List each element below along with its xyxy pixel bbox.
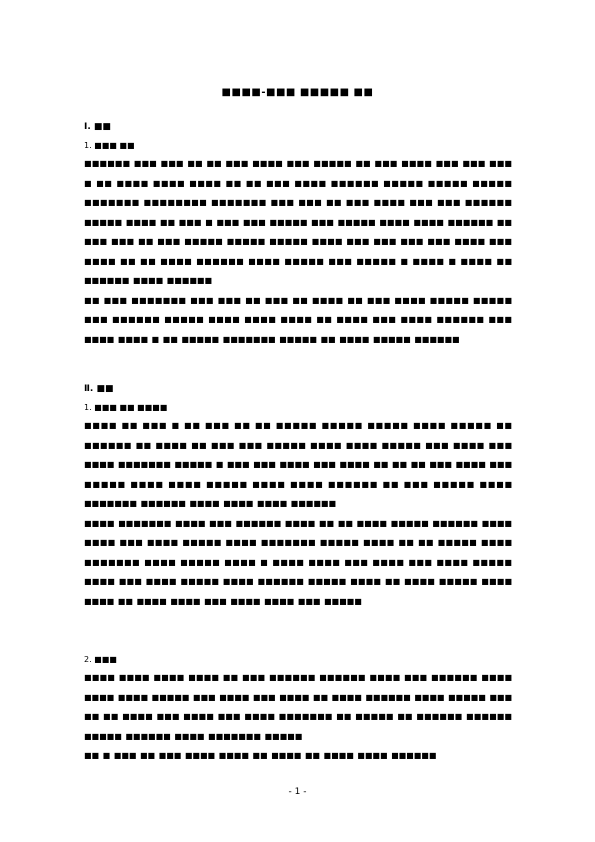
section-introduction xyxy=(84,120,512,349)
paragraph: ■■ ■■■ ■■■■■■■ ■■■ ■■■ ■■ ■■■ ■■ ■■■■ ■■ ■■■ ■■■■ ■■■■■ ■■■■■ ■■■ ■■■■■■ ■■■■■ ■■■■ ■■■■ ■■■■ ■■ ■■■■ ■■■ ■■■■ ■■■■■■ ■■■ ■■■■ ■■■■ ■ ■■ ■■■■■ ■■■■■■■ ■■■■■ ■■ ■■■■ ■■■■■ ■■■■■■ xyxy=(84,295,512,344)
section-heading: Ⅰ. ■■ xyxy=(84,122,111,132)
paragraph: ■■■■ ■■■■■■■ ■■■■ ■■■ ■■■■■■ ■■■■ ■■ ■■ ■■■■ ■■■■■ ■■■■■■ ■■■■ ■■■■ ■■■ ■■■■ ■■■■■ ■■■■ ■■■■■■■ ■■■■■ ■■■■ ■■ ■■ ■■■■■ ■■■■ ■■■■■■■ ■■■■ ■■■■■ ■■■■ ■ ■■■■ ■■■■ ■■■ ■■■■ ■■■ ■■■■ ■■■■■ ■■■■ ■■■ ■■■■ ■■■■■ ■■■■ ■■■■■■ ■■■■■ ■■■■ ■■ ■■■■ ■■■■■ ■■■■ ■■■■ ■■ ■■■■ ■■■■ ■■■ ■■■■ ■■■■ ■■■ ■■■■■ xyxy=(84,518,512,606)
page-number: - 1 - xyxy=(288,787,307,797)
paragraph: ■■■■ ■■■■ ■■■■ ■■■■ ■■ ■■■ ■■■■■■ ■■■■■■ ■■■■ ■■■ ■■■■■■ ■■■■ ■■■■ ■■■■ ■■■■■ ■■■ ■■■■ ■■■ ■■■■ ■■ ■■■■ ■■■■■■ ■■■■ ■■■■■ ■■■ ■■ ■■ ■■■■ ■■■ ■■■■ ■■■ ■■■■ ■■■■■■■ ■■ ■■■■■ ■■ ■■■■■■ ■■■■■■ ■■■■■ ■■■■■■ ■■■■ ■■■■■■■ ■■■■■ xyxy=(84,673,513,741)
paragraph: ■■■■ ■■ ■■■ ■ ■■ ■■■ ■■ ■■ ■■■■■ ■■■■■ ■■■■■ ■■■■ ■■■■■ ■■ ■■■■■■ ■■ ■■■■ ■■ ■■■ ■■■ ■■■■■ ■■■■ ■■■■ ■■■■■ ■■■ ■■■■ ■■■ ■■■■ ■■■■■■■ ■■■■■ ■ ■■■ ■■■ ■■■■ ■■■ ■■■■ ■■ ■■ ■■ ■■■ ■■■■ ■■■ ■■■■■ ■■■■ ■■■■ ■■■■■ ■■■■ ■■■■ ■■■■■■ ■■ ■■■ ■■■■■ ■■■■ ■■■■■■■ ■■■■■■ ■■■■ ■■■■ ■■■■ ■■■■■■ xyxy=(84,421,512,508)
document-title: ■■■■-■■■ ■■■■■ ■■ xyxy=(221,87,374,98)
subsection-heading: 2. ■■■ xyxy=(84,655,117,664)
section-body xyxy=(84,382,512,611)
section-subsection-2 xyxy=(84,648,512,766)
subsection-heading: 1. ■■■ ■■ xyxy=(84,141,135,150)
subsection-heading: 1. ■■■ ■■ ■■■■ xyxy=(84,403,168,412)
paragraph: ■■ ■ ■■■ ■■ ■■■ ■■■■ ■■■■ ■■ ■■■■ ■■ ■■■■ ■■■■ ■■■■■■ xyxy=(84,751,437,760)
paragraph: ■■■■■■ ■■■ ■■■ ■■ ■■ ■■■ ■■■■ ■■■ ■■■■■ ■■ ■■■ ■■■■ ■■■ ■■■ ■■■ ■ ■■ ■■■■ ■■■■ ■■■■ ■■ ■■ ■■■ ■■■■ ■■■■■■ ■■■■■ ■■■■■ ■■■■■ ■■■■■■■ ■■■■■■■■ ■■■■■■■ ■■■ ■■■ ■■ ■■■ ■■■■ ■■■ ■■■ ■■■■■■ ■■■■■ ■■■■ ■■ ■■■ ■ ■■■ ■■■ ■■■■■ ■■■ ■■■■■ ■■■■ ■■■■ ■■■■■■ ■■ ■■■ ■■■ ■■ ■■■ ■■■■■ ■■■■■ ■■■■■ ■■■■ ■■■ ■■■ ■■■ ■■■ ■■■■ ■■■ ■■■■ ■■ ■■ ■■■■ ■■■■■■ ■■■■ ■■■■■ ■■■ ■■■■■ ■ ■■■■ ■ ■■■■ ■■ ■■■■■■ ■■■■ ■■■■■■ xyxy=(84,159,512,285)
section-heading: Ⅱ. ■■ xyxy=(84,384,114,394)
